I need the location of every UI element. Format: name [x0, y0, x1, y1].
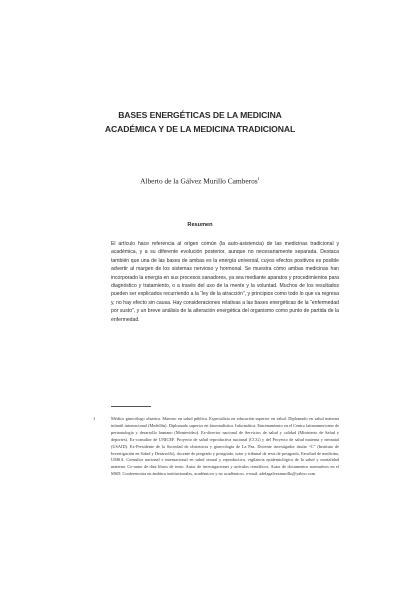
- abstract-text: El artículo hace referencia al origen común (la auto-asistencia) de las medicinas tradicional y académica, y a su diferente evolución posterior, aunque no necesariamente separada. Destaca también que una de las bases de ambas es la energía universal, cuyos efectos positivos es posible advertir al margen de los sistemas nervioso y hormonal. Se muestra cómo ambas medicinas han incorporado la energía en sus procesos sanadores, ya sea mediante aparatos y procedimientos para diagnóstico y tratamiento, o a través del uso de la mente y la voluntad. Muchos de los resultados pueden ser explicados recurriendo a la “ley de la atracción”, y principios como todo lo que va regresa y, no hay efecto sin causa. Hay consideraciones relativas a las bases energéticas de la “enfermedad por susto”, y un breve análisis de la alteración energética del organismo como punto de partida de la enfermedad.: [111, 241, 339, 323]
- article-title: [40, 108, 360, 136]
- abstract-heading: Resumen: [187, 222, 213, 228]
- footnote-mark: 1: [93, 416, 96, 421]
- author-name: Alberto de la Gálvez Murillo Camberos: [140, 176, 258, 186]
- title-line-1: BASES ENERGÉTICAS DE LA MEDICINA: [118, 110, 282, 120]
- footnote-divider: [111, 406, 151, 407]
- author-line: [60, 176, 340, 185]
- author-note-mark: 1: [257, 176, 260, 181]
- footnote-text: Médico ginecólogo obstetra. Maestro en salud pública. Especialista en educación superior en salud. Diplomado en salud materna infantil internacional (Medellín). Diplomado superior en bioestadística. Informática. Entrenamiento en el Centro latinoamericano de perinatología y desarrollo humano (Montevideo). Ex-director nacional de Servicios de salud y calidad (Ministerio de Salud y deportes). Ex-consultor de UNICEF. Proyecto de salud reproductiva nacional (CCG) y del Proyecto de salud materna y neonatal (USAID). Ex-Presidente de la Sociedad de obstetricia y ginecología de La Paz. Docente investigador titular “C” (Instituto de Investigación en Salud y Desarrollo), docente de pregrado y postgrado, tutor y tribunal de tesis de postgrado, Facultad de medicina, UMSA. Consultor nacional e internacional en salud sexual y reproductiva, vigilancia epidemiológica de la salud y mortalidad materna. Co-autor de diez libros de texto. Autor de investigaciones y artículos científicos. Autor de documentos normativos en el MSD. Conferencista en ámbitos institucionales, académicos y no académicos. e-mail: adelagalvezmurillo@yahoo.com: [111, 416, 339, 477]
- title-line-2: ACADÉMICA Y DE LA MEDICINA TRADICIONAL: [104, 124, 296, 134]
